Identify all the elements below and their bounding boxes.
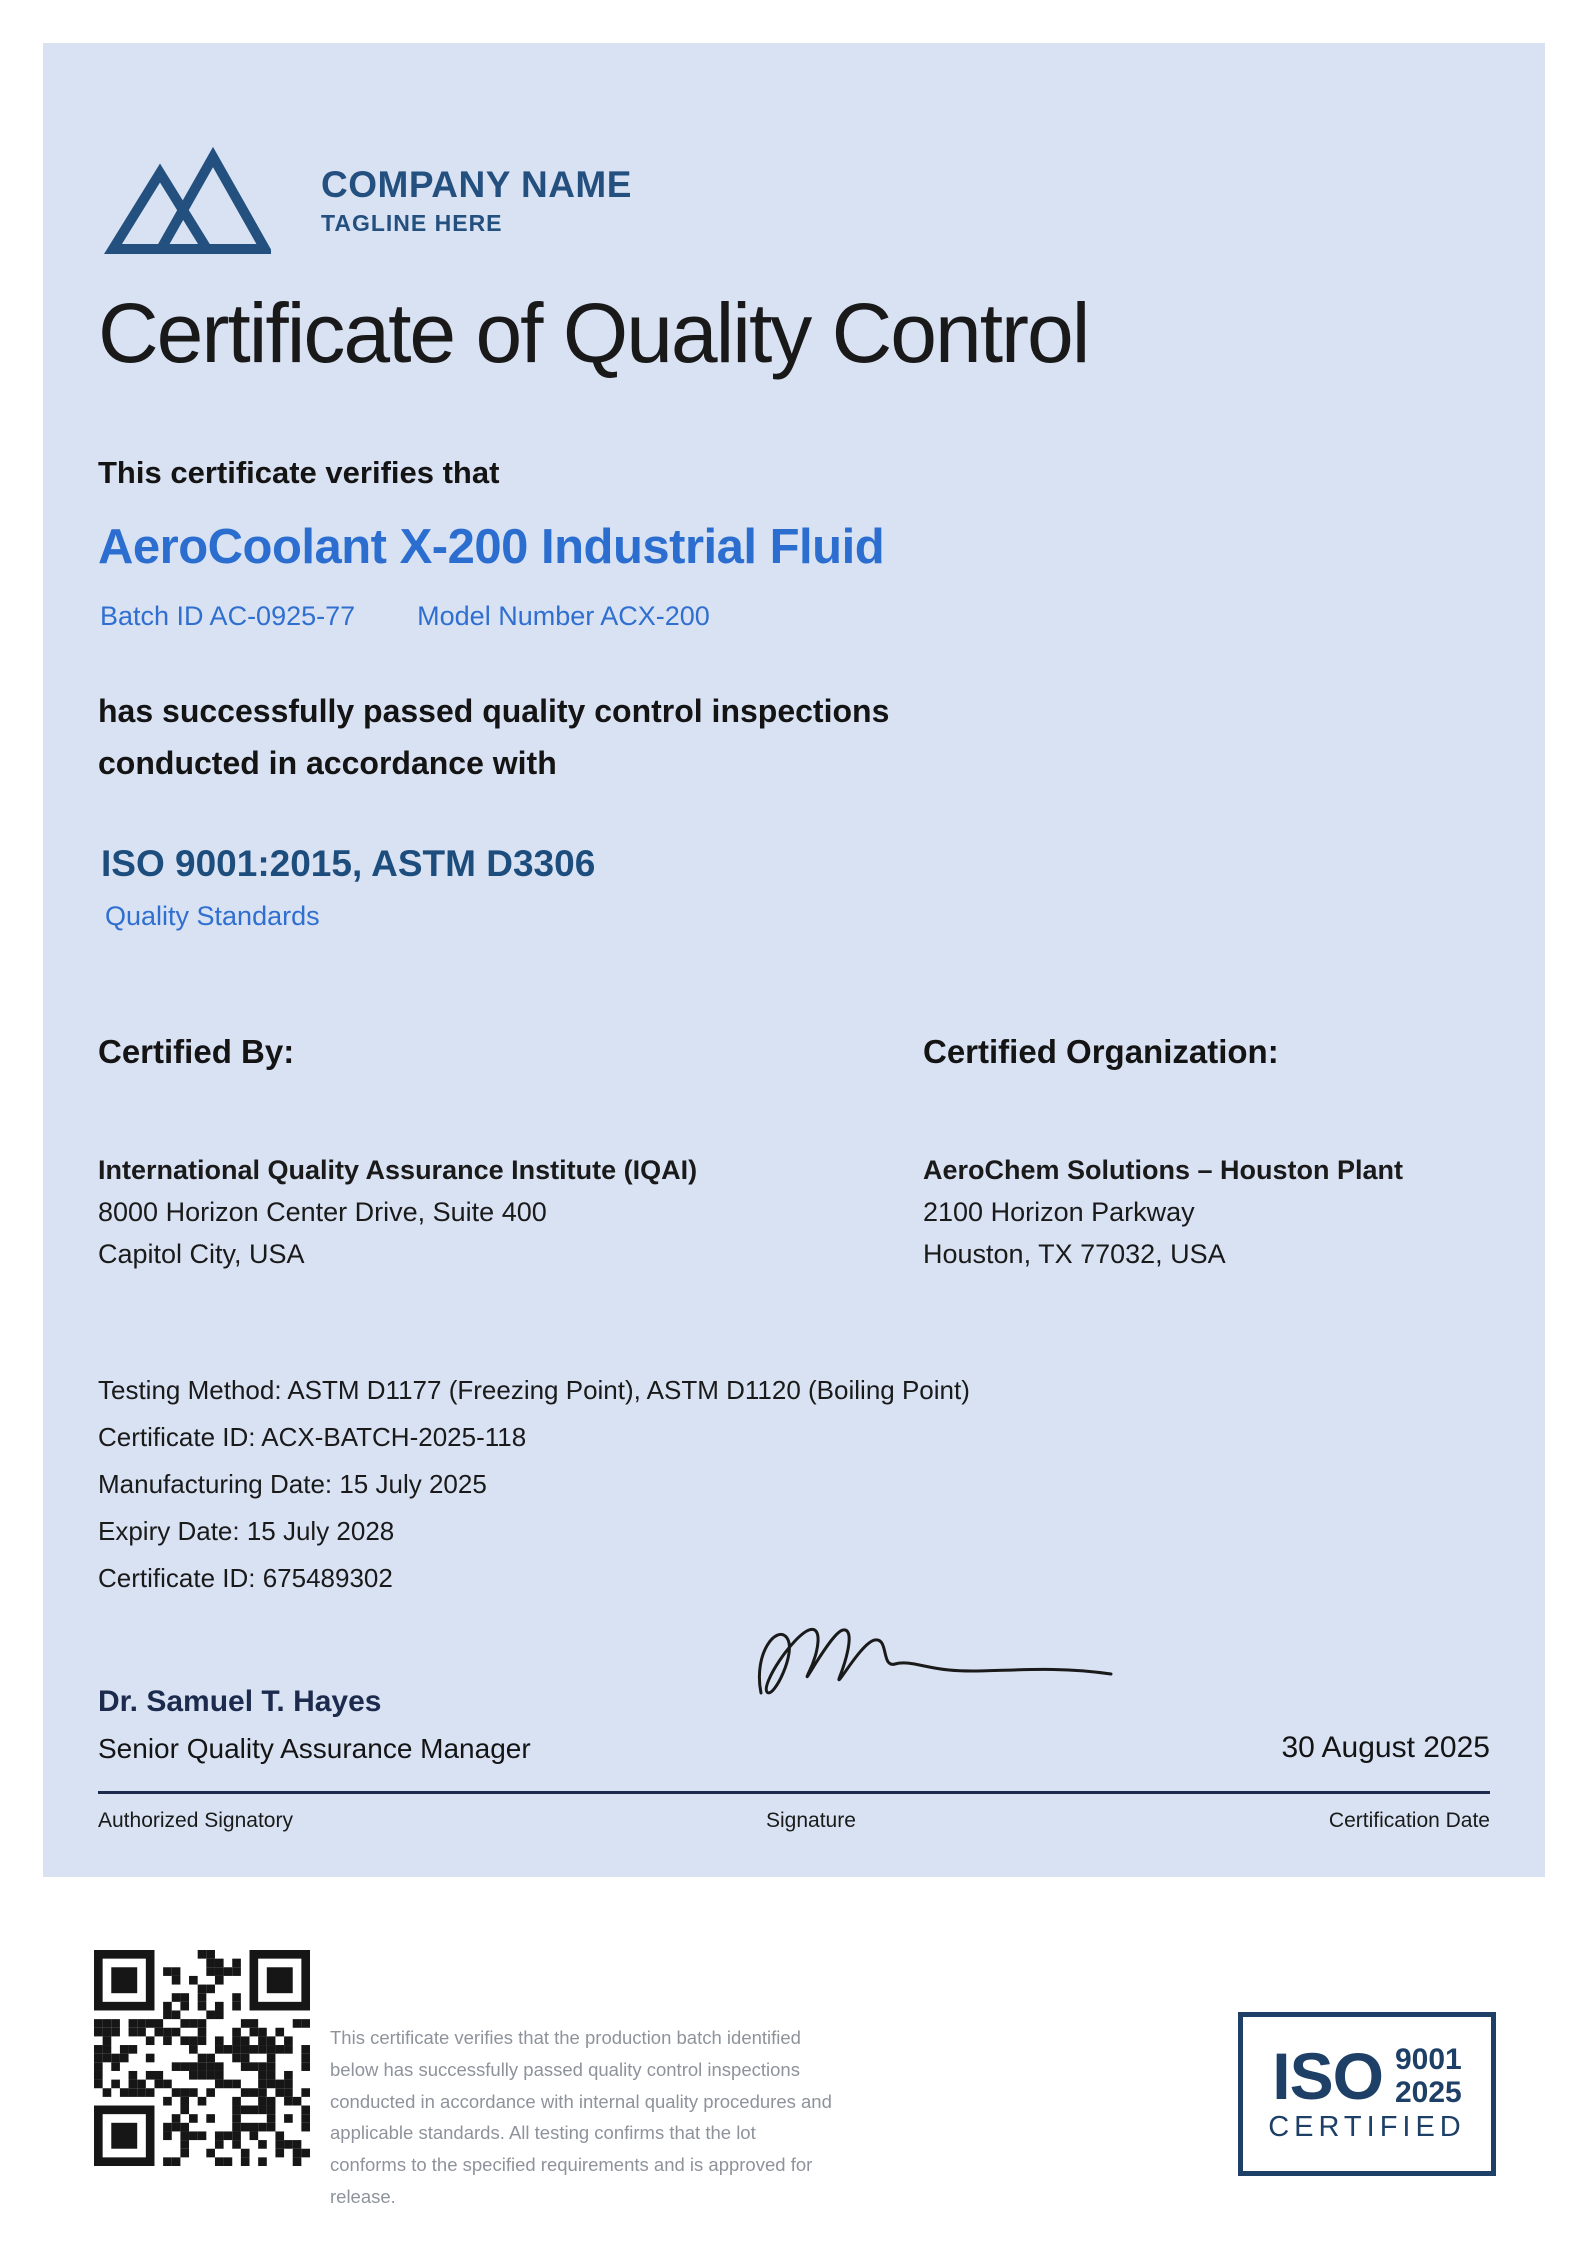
signature-rule bbox=[98, 1791, 1490, 1794]
product-meta bbox=[100, 601, 710, 632]
certified-by-heading: Certified By: bbox=[98, 1033, 295, 1070]
certificate-panel bbox=[43, 43, 1545, 1877]
detail-certificate-id: Certificate ID: ACX-BATCH-2025-118 bbox=[98, 1422, 527, 1452]
page-title: Certificate of Quality Control bbox=[98, 286, 1089, 380]
iso-badge-certified: CERTIFIED bbox=[1268, 2110, 1466, 2143]
detail-testing-method: Testing Method: ASTM D1177 (Freezing Point), ASTM D1120 (Boiling Point) bbox=[98, 1375, 970, 1405]
certificate-details bbox=[98, 1367, 970, 1602]
company-identity bbox=[321, 164, 632, 237]
certified-by-column bbox=[98, 1033, 697, 1275]
certified-org-address-2: Houston, TX 77032, USA bbox=[923, 1239, 1226, 1269]
qr-code bbox=[94, 1950, 310, 2166]
company-logo-icon bbox=[103, 141, 271, 259]
model-number: Model Number ACX-200 bbox=[417, 601, 710, 631]
signature-labels bbox=[98, 1809, 1490, 1833]
product-name: AeroCoolant X-200 Industrial Fluid bbox=[98, 520, 885, 574]
certified-org-body bbox=[923, 1149, 1403, 1275]
footer-disclaimer: This certificate verifies that the production batch identified below has successfully passed quality control inspections conducted in accordance with internal quality procedures and applicable standards. All testing confirms that the lot conforms to the specified requirements and is approved for release. bbox=[330, 2027, 832, 2208]
iso-badge-numbers bbox=[1395, 2044, 1462, 2109]
iso-badge-9001: 9001 bbox=[1394, 2043, 1462, 2077]
header bbox=[103, 141, 632, 259]
label-certification-date: Certification Date bbox=[1328, 1809, 1490, 1832]
label-signature: Signature bbox=[765, 1809, 856, 1832]
company-tagline: TAGLINE HERE bbox=[321, 209, 503, 236]
detail-expiry-date: Expiry Date: 15 July 2028 bbox=[98, 1516, 395, 1546]
signatory-title: Senior Quality Assurance Manager bbox=[98, 1733, 531, 1764]
certified-org-heading: Certified Organization: bbox=[923, 1033, 1279, 1070]
statement bbox=[98, 685, 889, 789]
iso-badge-top bbox=[1272, 2039, 1462, 2114]
qr-code-svg bbox=[94, 1950, 310, 2166]
certified-by-body bbox=[98, 1149, 697, 1275]
signatory-name: Dr. Samuel T. Hayes bbox=[98, 1685, 382, 1718]
iso-badge-iso: ISO bbox=[1272, 2039, 1383, 2114]
signature-handwriting bbox=[743, 1608, 1143, 1728]
batch-id: Batch ID AC-0925-77 bbox=[100, 601, 356, 631]
statement-line-2: conducted in accordance with bbox=[98, 745, 557, 782]
certification-date: 30 August 2025 bbox=[1281, 1731, 1490, 1764]
standards-caption: Quality Standards bbox=[105, 901, 320, 931]
iso-badge-2025: 2025 bbox=[1394, 2075, 1462, 2109]
standards-name: ISO 9001:2015, ASTM D3306 bbox=[101, 843, 596, 884]
certifier-address-2: Capitol City, USA bbox=[98, 1239, 305, 1269]
certified-org-address-1: 2100 Horizon Parkway bbox=[923, 1197, 1195, 1227]
iso-certified-badge bbox=[1238, 2012, 1496, 2176]
detail-manufacturing-date: Manufacturing Date: 15 July 2025 bbox=[98, 1469, 487, 1499]
certifier-org-name: International Quality Assurance Institute (IQAI) bbox=[98, 1155, 698, 1185]
certified-org-column bbox=[923, 1033, 1403, 1275]
label-authorized-signatory: Authorized Signatory bbox=[98, 1809, 293, 1832]
certifier-address-1: 8000 Horizon Center Drive, Suite 400 bbox=[98, 1197, 547, 1227]
certified-org-name: AeroChem Solutions – Houston Plant bbox=[923, 1155, 1404, 1185]
company-name: COMPANY NAME bbox=[321, 163, 632, 205]
statement-line-1: has successfully passed quality control inspections bbox=[98, 693, 890, 729]
intro-text: This certificate verifies that bbox=[98, 455, 500, 490]
detail-certificate-number: Certificate ID: 675489302 bbox=[98, 1563, 393, 1593]
